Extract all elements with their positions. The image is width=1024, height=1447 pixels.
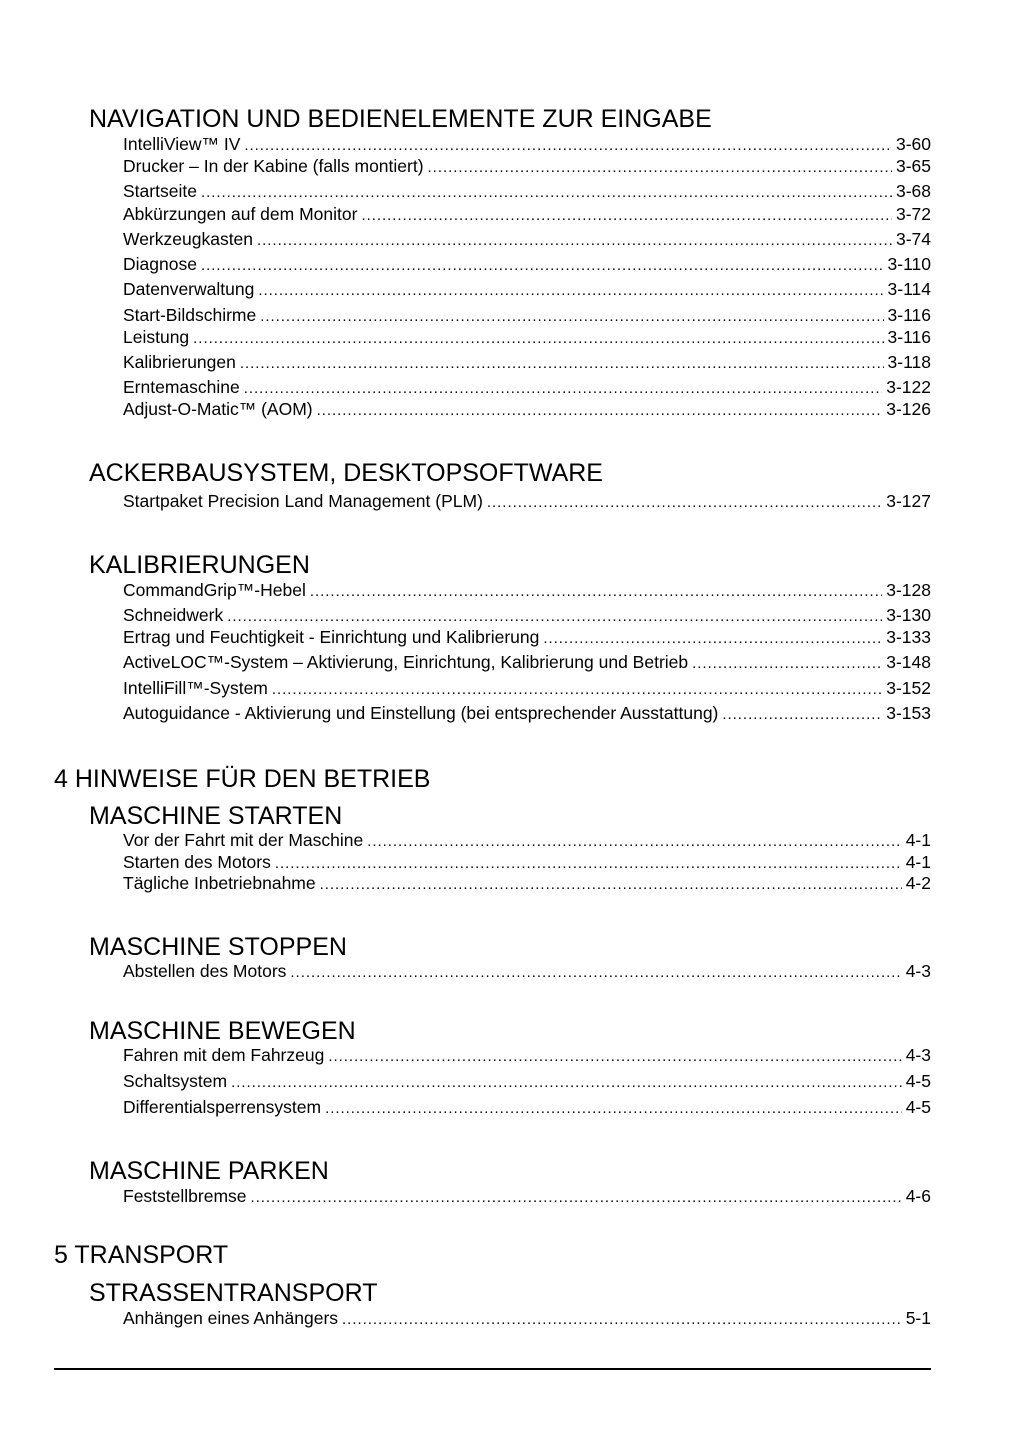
toc-entry[interactable] <box>123 203 931 225</box>
toc-entry-title: Abkürzungen auf dem Monitor <box>123 204 358 224</box>
toc-entry-page: 3-72 <box>895 204 931 224</box>
toc-entry[interactable] <box>123 960 931 982</box>
toc-entry[interactable] <box>123 1185 931 1207</box>
toc-entry[interactable] <box>123 626 931 648</box>
toc-entry[interactable] <box>123 1307 931 1329</box>
dot-leader <box>487 492 882 514</box>
dot-leader <box>361 205 892 227</box>
toc-entry-title: CommandGrip™-Hebel <box>123 580 306 600</box>
toc-entry-page: 4-1 <box>905 830 931 850</box>
chapter-heading-4: 4 HINWEISE FÜR DEN BETRIEB <box>54 765 431 793</box>
toc-entry-title: Werkzeugkasten <box>123 229 254 249</box>
dot-leader <box>310 581 882 603</box>
toc-entry[interactable] <box>123 1096 931 1118</box>
toc-entry[interactable] <box>123 1070 931 1092</box>
dot-leader <box>272 679 882 701</box>
toc-entry-page: 3-60 <box>895 134 931 154</box>
dot-leader <box>325 1098 902 1120</box>
toc-entry-page: 3-152 <box>886 678 931 698</box>
toc-entry-title: Vor der Fahrt mit der Maschine <box>123 830 364 850</box>
footer-rule <box>54 1368 931 1370</box>
dot-leader <box>201 255 884 277</box>
dot-leader <box>428 157 892 179</box>
dot-leader <box>722 704 882 726</box>
toc-entry-title: Anhängen eines Anhängers <box>123 1308 339 1328</box>
toc-entry-title: Startseite <box>123 181 197 201</box>
toc-entry-page: 4-5 <box>905 1071 931 1091</box>
dot-leader <box>543 628 882 650</box>
toc-entry[interactable] <box>123 133 931 155</box>
section-heading-kalibrierungen: KALIBRIERUNGEN <box>89 551 310 579</box>
dot-leader <box>367 831 901 853</box>
toc-entry[interactable] <box>123 651 931 673</box>
toc-entry-page: 3-65 <box>895 156 931 176</box>
toc-entry-title: Ertrag und Feuchtigkeit - Einrichtung und Kalibrierung <box>123 627 540 647</box>
toc-entry-title: Leistung <box>123 327 190 347</box>
toc-entry[interactable] <box>123 253 931 275</box>
toc-entry-title: Differentialsperrensystem <box>123 1097 322 1117</box>
toc-entry-title: Feststellbremse <box>123 1186 247 1206</box>
toc-entry-page: 3-153 <box>886 703 931 723</box>
toc-entry-page: 4-6 <box>905 1186 931 1206</box>
toc-entry-title: Datenverwaltung <box>123 279 255 299</box>
toc-entry[interactable] <box>123 579 931 601</box>
toc-entry[interactable] <box>123 872 931 894</box>
toc-entry[interactable] <box>123 278 931 300</box>
toc-entry-page: 3-133 <box>886 627 931 647</box>
dot-leader <box>258 280 883 302</box>
toc-entry-title: Diagnose <box>123 254 197 274</box>
toc-entry-page: 4-1 <box>905 852 931 872</box>
toc-entry[interactable] <box>123 677 931 699</box>
dot-leader <box>692 653 882 675</box>
toc-entry-page: 5-1 <box>905 1308 931 1328</box>
dot-leader <box>320 874 902 896</box>
toc-entry[interactable] <box>123 398 931 420</box>
toc-entry-title: ActiveLOC™-System – Aktivierung, Einrichtung, Kalibrierung und Betrieb <box>123 652 689 672</box>
dot-leader <box>290 962 901 984</box>
section-heading-strassentransport: STRASSENTRANSPORT <box>89 1279 378 1307</box>
toc-entry-title: Drucker – In der Kabine (falls montiert) <box>123 156 424 176</box>
dot-leader <box>244 135 892 157</box>
dot-leader <box>251 1187 902 1209</box>
toc-entry[interactable] <box>123 326 931 348</box>
toc-entry-page: 3-148 <box>886 652 931 672</box>
toc-entry[interactable] <box>123 376 931 398</box>
toc-entry-page: 3-74 <box>895 229 931 249</box>
toc-entry-page: 3-116 <box>887 327 931 347</box>
dot-leader <box>257 230 892 252</box>
toc-entry-title: Tägliche Inbetriebnahme <box>123 873 316 893</box>
toc-entry[interactable] <box>123 604 931 626</box>
toc-entry-page: 4-3 <box>905 1045 931 1065</box>
toc-entry-page: 4-5 <box>905 1097 931 1117</box>
toc-entry-title: IntelliFill™-System <box>123 678 268 698</box>
toc-entry-page: 3-110 <box>887 254 931 274</box>
dot-leader <box>231 1072 902 1094</box>
toc-entry-title: Schneidwerk <box>123 605 224 625</box>
toc-entry-page: 3-68 <box>895 181 931 201</box>
dot-leader <box>328 1046 901 1068</box>
toc-entry[interactable] <box>123 851 931 873</box>
dot-leader <box>317 400 883 422</box>
section-heading-ackerbausystem: ACKERBAUSYSTEM, DESKTOPSOFTWARE <box>89 459 603 487</box>
toc-entry-title: Start-Bildschirme <box>123 305 257 325</box>
toc-entry-title: Abstellen des Motors <box>123 961 287 981</box>
dot-leader <box>193 328 883 350</box>
toc-entry-title: Kalibrierungen <box>123 352 236 372</box>
dot-leader <box>227 606 882 628</box>
toc-entry-title: Fahren mit dem Fahrzeug <box>123 1045 325 1065</box>
section-heading-maschine-stoppen: MASCHINE STOPPEN <box>89 933 347 961</box>
toc-entry-page: 4-2 <box>905 873 931 893</box>
toc-entry-page: 3-118 <box>887 352 931 372</box>
toc-entry-page: 3-127 <box>886 491 931 511</box>
toc-entry-title: Schaltsystem <box>123 1071 228 1091</box>
toc-entry[interactable] <box>123 180 931 202</box>
toc-entry-page: 3-114 <box>887 279 931 299</box>
dot-leader <box>260 306 883 328</box>
toc-entry-title: IntelliView™ IV <box>123 134 241 154</box>
toc-entry[interactable] <box>123 490 931 512</box>
toc-entry-page: 4-3 <box>905 961 931 981</box>
toc-entry-title: Autoguidance - Aktivierung und Einstellung (bei entsprechender Ausstattung) <box>123 703 719 723</box>
toc-entry[interactable] <box>123 155 931 177</box>
toc-entry-page: 3-128 <box>886 580 931 600</box>
dot-leader <box>244 378 883 400</box>
toc-entry[interactable] <box>123 1044 931 1066</box>
section-heading-navigation: NAVIGATION UND BEDIENELEMENTE ZUR EINGABE <box>89 105 712 133</box>
dot-leader <box>342 1309 902 1331</box>
toc-entry-title: Erntemaschine <box>123 377 240 397</box>
chapter-heading-5: 5 TRANSPORT <box>54 1241 229 1269</box>
section-heading-maschine-bewegen: MASCHINE BEWEGEN <box>89 1017 356 1045</box>
toc-entry-title: Starten des Motors <box>123 852 271 872</box>
toc-entry-page: 3-122 <box>886 377 931 397</box>
dot-leader <box>240 353 884 375</box>
toc-entry-page: 3-126 <box>886 399 931 419</box>
section-heading-maschine-starten: MASCHINE STARTEN <box>89 802 343 830</box>
toc-entry[interactable] <box>123 702 931 724</box>
toc-entry-page: 3-130 <box>886 605 931 625</box>
section-heading-maschine-parken: MASCHINE PARKEN <box>89 1157 329 1185</box>
toc-entry-title: Startpaket Precision Land Management (PLM) <box>123 491 483 511</box>
toc-entry-page: 3-116 <box>887 305 931 325</box>
toc-entry-title: Adjust-O-Matic™ (AOM) <box>123 399 313 419</box>
toc-entry[interactable] <box>123 829 931 851</box>
dot-leader <box>201 182 892 204</box>
toc-entry[interactable] <box>123 304 931 326</box>
toc-entry[interactable] <box>123 351 931 373</box>
toc-entry[interactable] <box>123 228 931 250</box>
